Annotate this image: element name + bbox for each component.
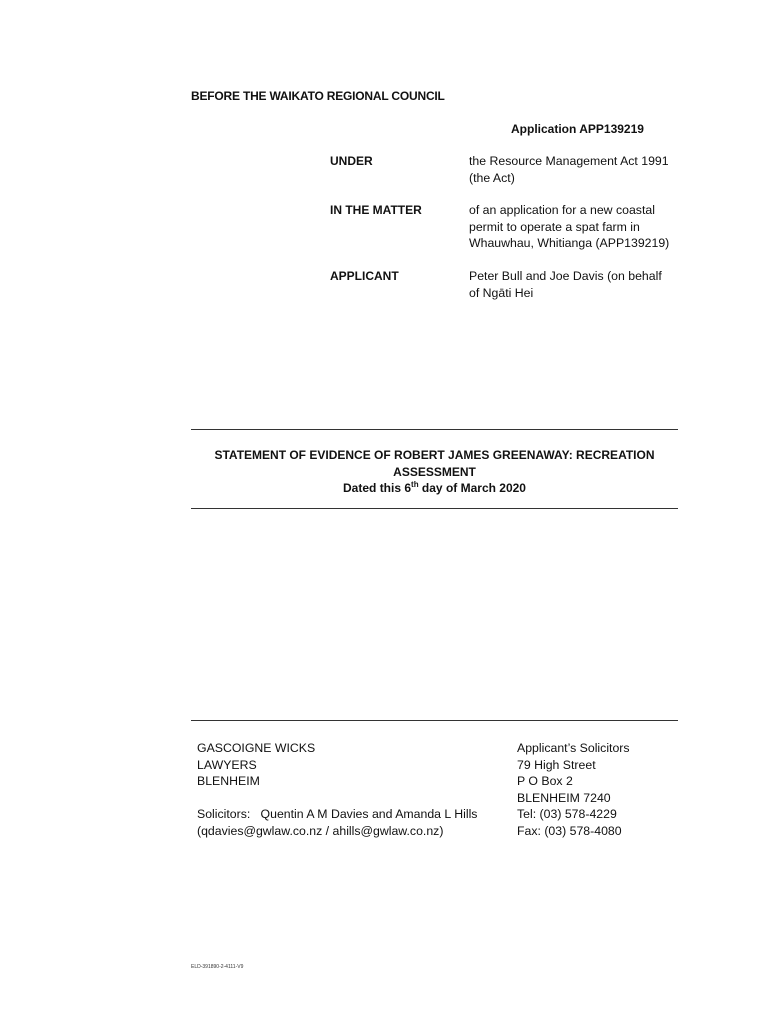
firm-name: GASCOIGNE WICKS	[197, 741, 316, 755]
firm-type: LAWYERS	[197, 757, 257, 772]
firm-city: BLENHEIM	[197, 774, 260, 788]
divider-rule-top	[191, 429, 678, 430]
caption-value-in-the-matter	[469, 202, 694, 252]
application-number: Application APP139219	[511, 122, 644, 136]
document-reference: ELD-391890-2-4111-V9	[191, 964, 244, 970]
evidence-title	[191, 447, 678, 497]
document-heading: BEFORE THE WAIKATO REGIONAL COUNCIL	[191, 89, 445, 103]
dated-ordinal: th	[411, 480, 419, 489]
dated-line	[191, 480, 678, 497]
contact-role: Applicant’s Solicitors	[517, 741, 630, 755]
contact-street: 79 High Street	[517, 757, 596, 772]
solicitors-emails[interactable]: (qdavies@gwlaw.co.nz / ahills@gwlaw.co.nz)	[197, 823, 444, 838]
dated-prefix: Dated this 6	[343, 481, 412, 495]
contact-pobox: P O Box 2	[517, 774, 573, 788]
caption-value-line: the Resource Management Act 1991	[469, 154, 669, 168]
title-line-2: ASSESSMENT	[393, 464, 476, 479]
caption-value-under	[469, 153, 694, 186]
caption-value-line: permit to operate a spat farm in	[469, 219, 640, 234]
caption-value-line: (the Act)	[469, 170, 515, 185]
divider-rule-title	[191, 508, 678, 509]
contact-details	[517, 740, 630, 839]
caption-label-applicant: APPLICANT	[330, 269, 399, 283]
caption-value-applicant	[469, 268, 694, 301]
caption-value-line: Whauwhau, Whitianga (APP139219)	[469, 236, 670, 250]
caption-label-under: UNDER	[330, 154, 373, 168]
firm-details	[197, 740, 477, 839]
title-line-1: STATEMENT OF EVIDENCE OF ROBERT JAMES GREENAWAY: RECREATION	[214, 448, 655, 462]
caption-value-line: of Ngāti Hei	[469, 285, 534, 300]
solicitors-names: Solicitors: Quentin A M Davies and Amanda L Hills	[197, 807, 478, 821]
divider-rule-bottom	[191, 720, 678, 721]
contact-tel: Tel: (03) 578-4229	[517, 807, 617, 821]
caption-label-in-the-matter: IN THE MATTER	[330, 203, 422, 217]
contact-city: BLENHEIM 7240	[517, 790, 611, 805]
spacer	[197, 790, 477, 807]
contact-fax: Fax: (03) 578-4080	[517, 823, 622, 838]
caption-value-line: Peter Bull and Joe Davis (on behalf	[469, 269, 662, 283]
caption-value-line: of an application for a new coastal	[469, 203, 655, 217]
dated-suffix: day of March 2020	[418, 481, 526, 495]
